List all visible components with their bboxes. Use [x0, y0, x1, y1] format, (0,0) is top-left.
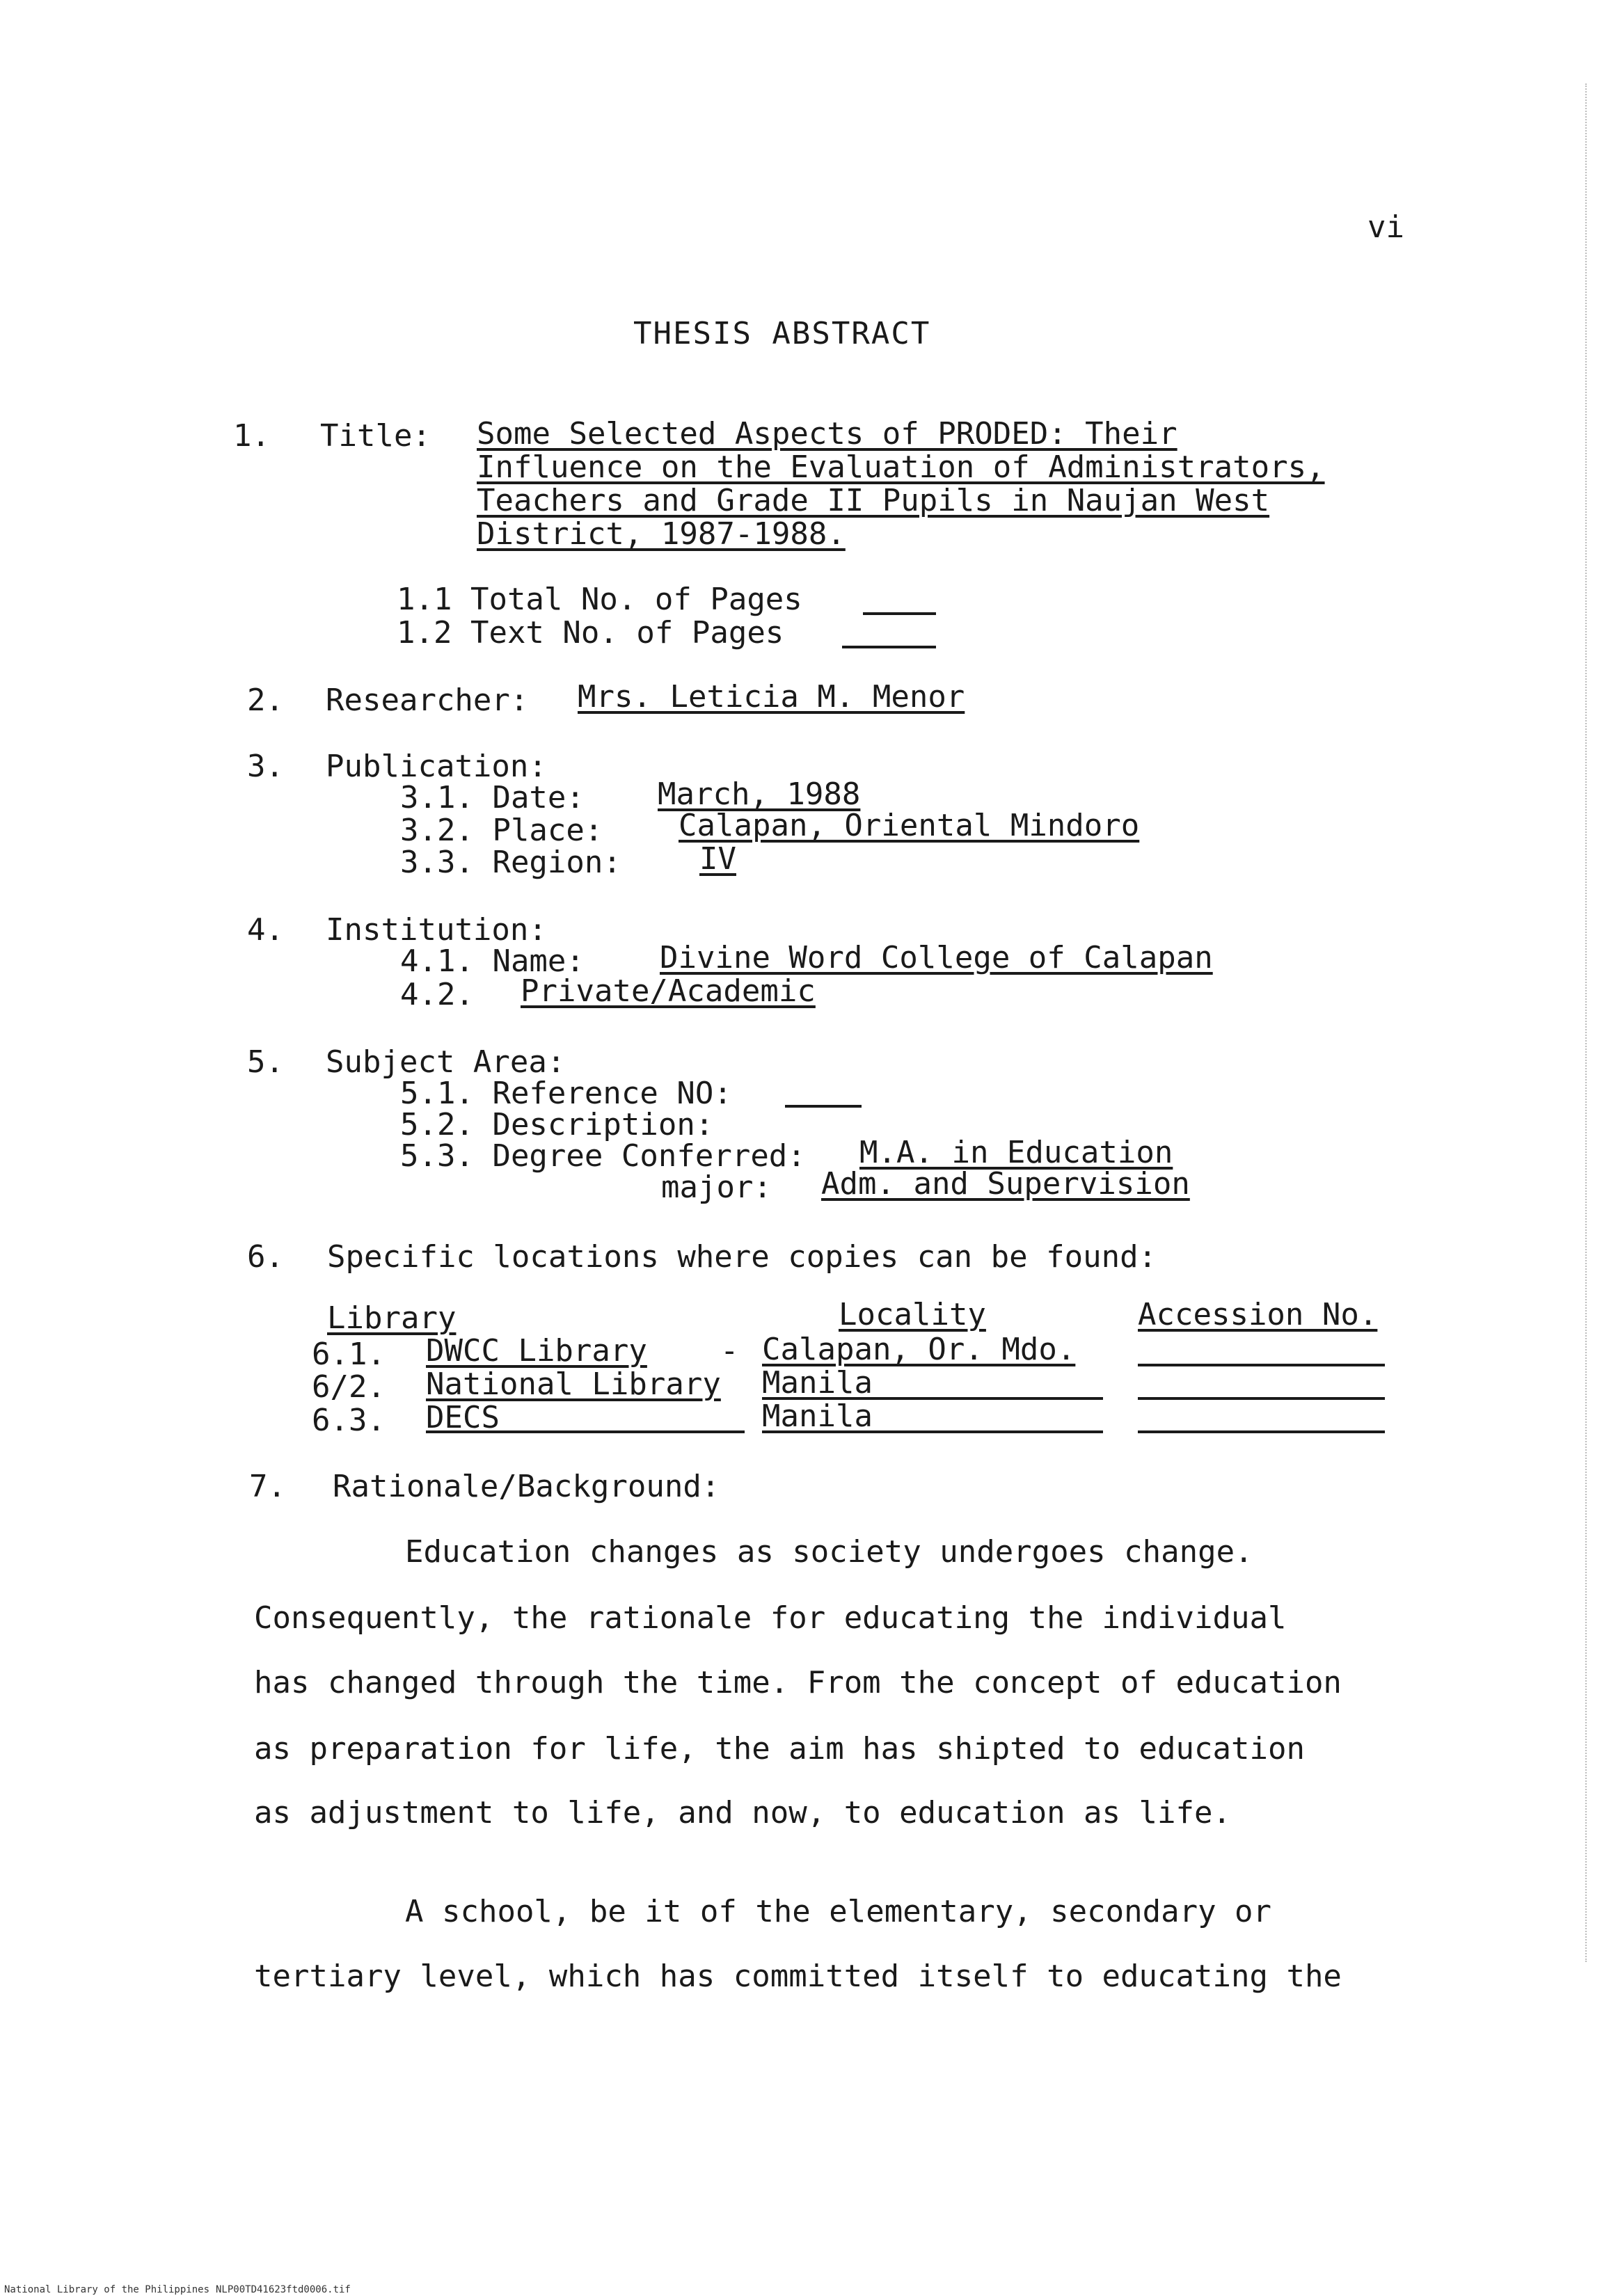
description-label: 5.2. Description: — [400, 1107, 714, 1142]
reference-no-label: 5.1. Reference NO: — [400, 1076, 732, 1111]
item-number-3: 3. — [247, 749, 284, 784]
row-3-locality: Manila — [762, 1398, 873, 1434]
item-number-5: 5. — [247, 1044, 284, 1080]
region-value: IV — [699, 841, 736, 877]
item-number-2: 2. — [247, 683, 284, 718]
institution-name-label: 4.1. Name: — [400, 943, 585, 979]
institution-label: Institution: — [326, 912, 547, 948]
rationale-label: Rationale/Background: — [333, 1469, 720, 1504]
rationale-line-5: as adjustment to life, and now, to education as life. — [254, 1795, 1231, 1831]
row-1-locality: Calapan, Or. Mdo. — [762, 1332, 1076, 1367]
row-2-library: National Library — [426, 1366, 721, 1402]
row-1-accession-blank — [1138, 1364, 1385, 1366]
major-label: major: — [661, 1170, 772, 1205]
title-line-1: Some Selected Aspects of PRODED: Their — [477, 416, 1177, 452]
rationale-line-1: Education changes as society undergoes change. — [405, 1534, 1253, 1570]
title-line-3: Teachers and Grade II Pupils in Naujan West — [477, 483, 1270, 518]
total-pages-label: 1.1 Total No. of Pages — [397, 582, 802, 617]
total-pages-blank — [863, 612, 936, 615]
reference-no-blank — [785, 1105, 862, 1108]
item-number-4: 4. — [247, 912, 284, 948]
item-number-7: 7. — [249, 1469, 286, 1504]
row-2-accession-blank — [1138, 1397, 1385, 1400]
major-value: Adm. and Supervision — [821, 1166, 1190, 1202]
row-2-locality: Manila — [762, 1365, 873, 1401]
title-line-4: District, 1987-1988. — [477, 516, 846, 552]
institution-type-value: Private/Academic — [521, 973, 816, 1009]
page-number: vi — [1367, 209, 1404, 245]
page-heading: THESIS ABSTRACT — [633, 316, 931, 351]
rationale-line-2: Consequently, the rationale for educating the individual — [254, 1600, 1287, 1636]
row-3-accession-blank — [1138, 1430, 1385, 1433]
institution-name-value: Divine Word College of Calapan — [660, 940, 1213, 975]
rationale-line-3: has changed through the time. From the concept of education — [254, 1665, 1342, 1700]
row-1-library: DWCC Library — [426, 1333, 647, 1369]
locations-label: Specific locations where copies can be found: — [327, 1239, 1157, 1275]
place-label: 3.2. Place: — [400, 813, 603, 848]
publication-label: Publication: — [326, 749, 547, 784]
rationale-line-6: A school, be it of the elementary, secondary or — [405, 1894, 1272, 1929]
degree-conferred-value: M.A. in Education — [859, 1135, 1173, 1170]
title-line-2: Influence on the Evaluation of Administrators, — [477, 449, 1325, 485]
row-3-library: DECS — [426, 1400, 500, 1435]
subject-area-label: Subject Area: — [326, 1044, 566, 1080]
row-1-separator: - — [720, 1333, 739, 1369]
row-3-number: 6.3. — [312, 1403, 386, 1438]
footer-filename: NLP00TD41623ftd0006.tif — [216, 2284, 351, 2295]
row-1-number: 6.1. — [312, 1337, 386, 1372]
header-locality: Locality — [839, 1297, 986, 1332]
rationale-line-4: as preparation for life, the aim has shipted to education — [254, 1731, 1305, 1767]
degree-conferred-label: 5.3. Degree Conferred: — [400, 1138, 806, 1174]
text-pages-label: 1.2 Text No. of Pages — [397, 615, 784, 651]
date-value: March, 1988 — [658, 776, 861, 812]
row-3-locality-underline — [762, 1430, 1103, 1433]
date-label: 3.1. Date: — [400, 780, 585, 815]
footer-library: National Library of the Philippines — [4, 2284, 210, 2295]
title-label: Title: — [320, 418, 431, 454]
header-accession: Accession No. — [1138, 1297, 1378, 1332]
institution-type-number: 4.2. — [400, 977, 474, 1012]
header-library: Library — [327, 1300, 457, 1336]
item-number-6: 6. — [247, 1239, 284, 1275]
item-number-1: 1. — [233, 418, 270, 454]
researcher-value: Mrs. Leticia M. Menor — [578, 679, 965, 715]
researcher-label: Researcher: — [326, 683, 529, 718]
row-3-library-underline — [426, 1430, 745, 1433]
rationale-line-7: tertiary level, which has committed itself to educating the — [254, 1959, 1342, 1994]
region-label: 3.3. Region: — [400, 845, 621, 880]
text-pages-blank — [842, 646, 936, 648]
scan-edge — [1585, 83, 1587, 1962]
place-value: Calapan, Oriental Mindoro — [679, 808, 1140, 843]
row-2-number: 6/2. — [312, 1369, 386, 1405]
